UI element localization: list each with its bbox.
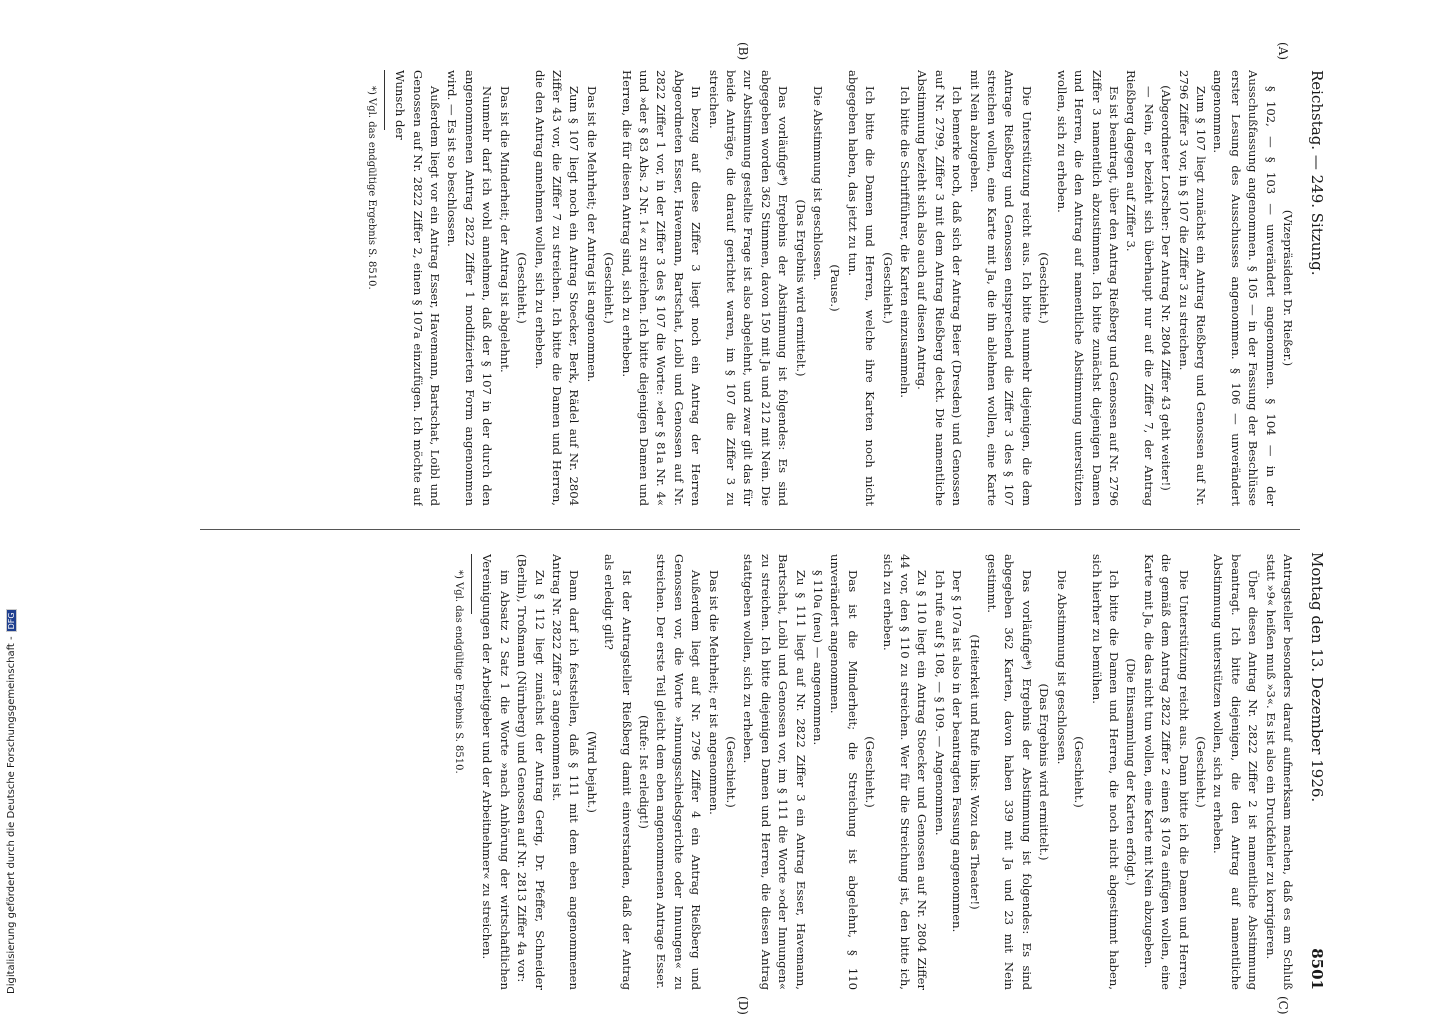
page-header <box>1304 70 1330 990</box>
margin-mark-a: (A) <box>1276 42 1290 61</box>
paragraph: Die Abstimmung ist geschlossen. <box>811 86 826 281</box>
paragraph: § 110a (neu) — angenommen. <box>811 570 826 746</box>
paragraph: Die Abstimmung ist geschlossen. <box>1054 570 1069 765</box>
paragraph: In bezug auf diese Ziffer 3 liegt noch ein Antrag der Herren Abgeordneten Esser, Havemann, Bartschat, Loibl und Genossen auf Nr. 2822 Ziffer 1 vor, in der Ziffer 3 des § 107 die Worte: »der § 81a Nr. 4« und »der § 83 Abs. 2 Nr. 1« zu streichen. Ich bitte diejenigen Damen und Herren, die für diesen Antrag sind, sich zu erheben. <box>619 70 704 506</box>
paragraph: im Absatz 2 Satz 1 die Worte »nach Anhörung der wirtschaftlichen Vereinigungen der Arbeitgeber und der Arbeitnehmer« zu streichen. <box>480 554 512 990</box>
dfg-logo: DFG <box>6 609 17 632</box>
paragraph: § 102, — § 103 — unverändert angenommen. § 104 — in der Ausschußfassung angenommen. § 105 — in der Fassung der Beschlüsse erster Lesung des Ausschusses angenommen. § 106 — unverändert angenommen. <box>1211 70 1278 506</box>
paragraph: Zum § 107 liegt zunächst ein Antrag Rießberg und Genossen auf Nr. 2796 Ziffer 3 vor, in § 107 die Ziffer 3 zu streichen. <box>1176 70 1208 506</box>
paragraph: — Nein, er bezieht sich überhaupt nur auf die Ziffer 7, der Antrag Rießberg dagegen auf Ziffer 3. <box>1124 70 1156 506</box>
paragraph: Ich bitte die Damen und Herren, die noch nicht abgestimmt haben, sich hierher zu bemühen. <box>1089 554 1121 990</box>
stage-direction: (Das Ergebnis wird ermittelt.) <box>793 199 808 377</box>
paragraph: Das ist die Mehrheit; der Antrag ist angenommen. <box>584 86 599 383</box>
paragraph: Zum § 107 liegt noch ein Antrag Stoecker, Berk, Rädel auf Nr. 2804 Ziffer 43 vor, die Ziffer 7 zu streichen. Ich bitte die Damen und Herren, die den Antrag annehmen wollen, sich zu erheben. <box>532 70 582 506</box>
paragraph: Die Unterstützung reicht aus. Ich bitte nunmehr diejenigen, die dem Antrage Rießberg und Genossen entsprechend die Ziffer 3 des § 107 streichen wollen, eine Karte mit Ja, die ihn ablehnen wollen, eine Karte mit Nein abzugeben. <box>967 70 1034 506</box>
stage-direction: (Pause.) <box>828 264 843 312</box>
paragraph: Das vorläufige*) Ergebnis der Abstimmung ist folgendes: Es sind abgegeben 362 Karten, davon haben 339 mit Ja und 23 mit Nein gestimmt. <box>985 554 1034 990</box>
stage-direction: (Die Einsammlung der Karten erfolgt.) <box>1124 658 1139 886</box>
footnote-rule <box>471 554 472 614</box>
paragraph: Über diesen Antrag Nr. 2822 Ziffer 2 ist namentliche Abstimmung beantragt. Ich bitte diejenigen, die den Antrag auf namentliche Abstimmung unterstützen wollen, sich zu erheben. <box>1211 554 1261 990</box>
interjection: (Abgeordneter Lorscher: Der Antrag Nr. 2804 Ziffer 43 geht weiter!) <box>1159 85 1174 491</box>
stage-direction: (Geschieht.) <box>880 252 895 324</box>
paragraph: Außerdem liegt vor ein Antrag Esser, Havemann, Bartschat, Loibl und Genossen auf Nr. 2822 Ziffer 2, einen § 107a einzufügen. Ich möchte auf Wunsch der <box>393 70 443 506</box>
page-header-date: Montag den 13. Dezember 1926. <box>1308 552 1326 803</box>
stage-direction: (Geschieht.) <box>863 736 878 808</box>
paragraph: Zu § 112 liegt zunächst der Antrag Gerig, Dr. Pfeffer, Schneider (Berlin), Troßmann (Nürnberg) und Genossen auf Nr. 2813 Ziffer 4a vor: <box>515 554 547 990</box>
paragraph: Ich bemerke noch, daß sich der Antrag Beier (Dresden) und Genossen auf Nr. 2799, Ziffer 3 mit dem Antrag Rießberg deckt. Die namentliche Abstimmung bezieht sich also auch auf diesen Antrag. <box>915 70 965 506</box>
paragraph: Ich bitte die Damen und Herren, welche ihre Karten noch nicht abgegeben haben, das jetzt zu tun. <box>845 70 878 506</box>
paragraph: Die Unterstützung reicht aus. Dann bitte ich die Damen und Herren, die gemäß dem Antrag 2822 Ziffer 2 einen § 107a einfügen wollen, eine Karte mit Ja, die das nicht tun wollen, eine Karte mit Nein abzugeben. <box>1141 554 1191 990</box>
page-header-title: Reichstag. — 249. Sitzung. <box>1308 70 1326 276</box>
paragraph: Das ist die Mehrheit; er ist angenommen. <box>706 570 721 815</box>
paragraph: (Vizepräsident Dr. Rießer.) <box>1281 209 1295 367</box>
paragraph: Zu § 110 liegt ein Antrag Stoecker und Genossen auf Nr. 2804 Ziffer 44 vor, den § 110 zu streichen. Wer für die Streichung ist, den bitte ich, sich zu erheben. <box>880 554 930 990</box>
digitization-credit: Digitalisierung gefördert durch die Deutsche Forschungsgemeinschaft - <box>6 636 17 994</box>
paragraph: Ich rufe auf § 108, — § 109. — Angenommen. <box>932 570 947 836</box>
stage-direction: (Geschieht.) <box>724 736 738 808</box>
paragraph: Ich bitte die Schriftführer, die Karten einzusammeln. <box>898 86 913 398</box>
stage-direction: (Geschieht.) <box>515 252 530 324</box>
column-divider <box>200 529 1300 530</box>
rotated-page <box>120 42 1330 1015</box>
margin-mark-b: (B) <box>736 42 750 61</box>
stage-direction: (Geschieht.) <box>1037 252 1052 324</box>
paragraph: Dann darf ich feststellen, daß § 111 mit dem eben angenommenen Antrag Nr. 2822 Ziffer 3 angenommen ist. <box>549 554 582 990</box>
paragraph: Es ist beantragt, über den Antrag Rießberg und Genossen auf Nr. 2796 Ziffer 3 namentlich abzustimmen. Ich bitte zunächst diejenigen Damen und Herren, die den Antrag auf namentliche Abstimmung unterstützen wollen, sich zu erheben. <box>1054 70 1121 506</box>
footnote-rule <box>384 70 385 130</box>
footnote: *) Vgl. das endgültige Ergebnis S. 8510. <box>365 86 377 290</box>
margin-mark-c: (C) <box>1276 996 1290 1015</box>
paragraph: Zu § 111 liegt auf Nr. 2822 Ziffer 3 ein Antrag Esser, Havemann, Bartschat, Loibl und Genossen vor, im § 111 die Worte »oder Innungen« zu streichen. Ich bitte diejenigen Damen und Herren, die diesen Antrag stattgeben wollen, sich zu erheben. <box>741 554 808 990</box>
stage-direction: (Geschieht.) <box>1193 736 1208 808</box>
paragraph: Außerdem liegt auf Nr. 2796 Ziffer 4 ein Antrag Rießberg und Genossen vor, die Worte »Innungsschiedsgerichte oder Innungen« zu streichen. Der erste Teil gleicht dem eben angenommenen Antrage Esser. <box>654 554 704 990</box>
paragraph: Nunmehr darf ich wohl annehmen, daß der § 107 in der durch den angenommenen Antrag 2822 Ziffer 1 modifizierten Form angenommen wird. — Es ist so beschlossen. <box>445 70 495 506</box>
footnote: *) Vgl. das endgültige Ergebnis S. 8510. <box>452 570 464 774</box>
interjection: (Heiterkeit und Rufe links: Wozu das Theater!) <box>967 634 982 910</box>
stage-direction: (Wird bejaht.) <box>584 731 599 813</box>
stage-direction: (Geschieht.) <box>1072 736 1087 808</box>
right-column <box>236 554 1296 990</box>
stage-direction: (Geschieht.) <box>602 252 617 324</box>
paragraph: Das ist die Minderheit; die Streichung ist abgelehnt, § 110 unverändert angenommen. <box>828 554 860 990</box>
digitization-footer-text-wrap <box>6 609 17 994</box>
interjection: (Rufe: Ist erledigt!) <box>636 715 651 829</box>
page-number: 8501 <box>1308 948 1326 990</box>
margin-mark-d: (D) <box>736 996 750 1015</box>
paragraph: Der § 107a ist also in der beantragten Fassung angenommen. <box>950 570 965 933</box>
digitization-footer <box>6 4 20 994</box>
paragraph: Antragsteller besonders darauf aufmerksam machen, daß es am Schluß statt »9« heißen muß »3«. Es ist also ein Druckfehler zu korrigieren. <box>1263 554 1295 990</box>
paragraph: Das ist die Minderheit; der Antrag ist abgelehnt. <box>497 86 512 373</box>
paragraph: Das vorläufige*) Ergebnis der Abstimmung ist folgendes: Es sind abgegeben worden 362 Stimmen, davon 150 mit Ja und 212 mit Nein. Die zur Abstimmung gestellte Frage ist also abgelehnt, und zwar gilt das für beide Anträge, die darauf gerichtet waren, im § 107 die Ziffer 3 zu streichen. <box>706 70 791 506</box>
paragraph: Ist der Antragsteller Rießberg damit einverstanden, daß der Antrag als erledigt gilt? <box>602 554 634 990</box>
left-column <box>236 70 1296 506</box>
stage-direction: (Das Ergebnis wird ermittelt.) <box>1037 683 1052 861</box>
